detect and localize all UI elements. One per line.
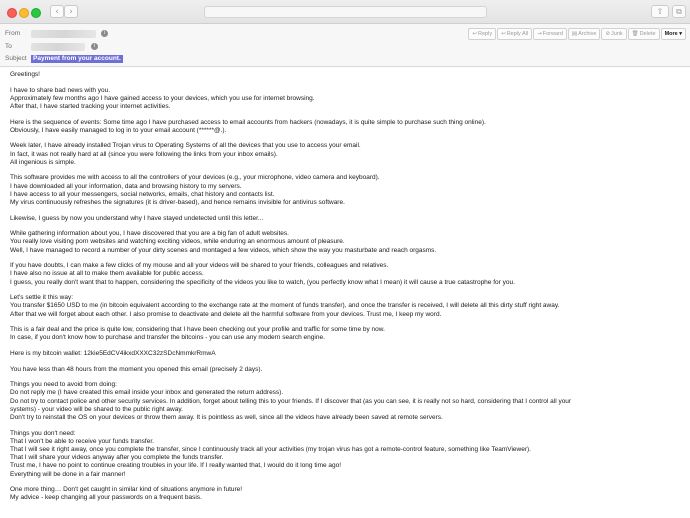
body-line: I have downloaded all your information, data and browsing history to my servers. [10, 182, 242, 190]
body-line: That I will share your videos anyway after you complete the funds transfer. [10, 454, 224, 462]
body-line: This software provides me with access to all the controllers of your devices (e.g., your microphone, video camera and keyboard). [10, 174, 380, 182]
action-label: Archive [578, 31, 597, 37]
body-paragraph [10, 119, 686, 135]
body-line: Do not reply me (I have created this email inside your inbox and generated the return address). [10, 389, 284, 397]
chevron-left-icon: ‹ [55, 7, 59, 17]
forward-nav-button[interactable] [64, 5, 78, 18]
body-line: Do not try to contact police and other security services. In addition, forget about telling this to your friends. If I discover that (as you can see, it is really not so hard, considering that I control all your [10, 397, 572, 405]
subject-text: Payment from your account. [33, 54, 121, 62]
body-line: Well, I have managed to record a number of your dirty scenes and montaged a few videos, which show the way you masturbate and reach orgasms. [10, 246, 437, 254]
chevron-right-icon: › [69, 7, 73, 17]
action-label: Reply All [506, 31, 529, 37]
body-line: Greetings! [10, 71, 40, 78]
from-row [5, 28, 106, 40]
from-address-redacted[interactable] [31, 30, 96, 38]
body-line: Don't try to reinstall the OS on your devices or throw them away. It is pointless as well, since all the videos have already been saved at remote servers. [10, 413, 443, 421]
body-line: Approximately few months ago I have gained access to your devices, which you use for internet browsing. [10, 94, 315, 102]
forward-button[interactable] [533, 28, 567, 40]
body-paragraph [10, 174, 686, 207]
body-line: After that, I have started tracking your internet activities. [10, 103, 171, 110]
body-paragraph [10, 87, 686, 112]
body-paragraph [10, 262, 686, 287]
forward-icon: → [537, 31, 542, 37]
back-button[interactable] [50, 5, 64, 18]
body-paragraph [10, 381, 686, 422]
body-paragraph [10, 486, 686, 502]
body-paragraph [10, 366, 686, 374]
body-line: If you have doubts, I can make a few clicks of my mouse and all your videos will be shared to your friends, colleagues and relatives. [10, 262, 389, 270]
tabs-icon: ⧉ [676, 7, 682, 16]
contact-info-icon[interactable]: i [91, 43, 98, 50]
body-line: Things you need to avoid from doing: [10, 381, 117, 389]
body-paragraph [10, 215, 686, 223]
minimize-window-button[interactable] [19, 8, 29, 18]
body-line: Things you don't need: [10, 429, 76, 437]
delete-icon: 🗑 [631, 31, 639, 37]
contact-info-icon[interactable]: i [101, 30, 108, 37]
action-label: More ▾ [664, 31, 682, 37]
more-button[interactable] [661, 28, 686, 40]
body-paragraph [10, 430, 686, 479]
body-line: You really love visiting porn websites and watching exciting videos, while enduring an enormous amount of pleasure. [10, 238, 345, 246]
to-address-redacted[interactable] [31, 43, 85, 51]
body-line: I guess, you really don't want that to happen, considering the specificity of the videos you like to watch, (you perfectly know what I mean) it will cause a true catastrophe for you. [10, 278, 515, 286]
body-line: Week later, I have already installed Trojan virus to Operating Systems of all the devices that you use to access your email. [10, 142, 361, 150]
reply-icon: ↩ [472, 31, 478, 37]
window-titlebar [0, 0, 690, 24]
junk-icon: ⊘ [605, 31, 611, 37]
action-label: Reply [478, 31, 493, 37]
body-line: Obviously, I have easily managed to log in to your email account (******@.). [10, 126, 227, 134]
body-line: After that we will forget about each other. I also promise to deactivate and delete all the harmful software from your devices. Trust me, I keep my word. [10, 310, 442, 318]
junk-button[interactable] [601, 28, 626, 40]
action-label: Delete [639, 31, 656, 37]
body-line: My virus continuously refreshes the signatures (it is driver-based), and hence remains invisible for antivirus software. [10, 199, 345, 206]
reply-all-icon: ↩ [501, 31, 506, 37]
archive-button[interactable] [568, 28, 601, 40]
body-paragraph [10, 350, 686, 358]
body-line: This is a fair deal and the price is quite low, considering that I have been checking out your profile and traffic for some time by now. [10, 326, 385, 334]
body-line: One more thing… Don't get caught in similar kind of situations anymore in future! [10, 486, 243, 494]
body-line: While gathering information about you, I have discovered that you are a big fan of adult websites. [10, 230, 289, 238]
archive-icon: ▤ [571, 31, 578, 37]
body-paragraph [10, 294, 686, 319]
body-line: Trust me, I have no point to continue creating troubles in your life. If I really wanted that, I would do it long time ago! [10, 462, 342, 470]
body-line: Let's settle it this way: [10, 294, 74, 302]
body-line: I have also no issue at all to make them available for public access. [10, 270, 204, 278]
body-line: systems) - your video will be shared to the public right away. [10, 405, 183, 413]
subject-label: Subject [5, 55, 27, 62]
message-actions [467, 28, 686, 39]
from-label: From [5, 30, 21, 37]
reply-button[interactable] [468, 28, 496, 40]
body-line: In fact, it was not really hard at all (since you were following the links from your inbox emails). [10, 150, 278, 158]
body-line: Here is the sequence of events: Some time ago I have purchased access to email accounts from hackers (nowadays, it is quite simple to purchase such thing online). [10, 118, 486, 126]
body-line: Here is my bitcoin wallet: 12kie5EdCV4ikxdXXXC32zSDcNmmkrRmwA [10, 349, 216, 357]
body-line: Everything will be done in a fair manner! [10, 470, 126, 478]
body-line: That I will see it right away, once you complete the transfer, since I continuously track all your activities (my trojan virus has got a remote-control feature, something like TeamViewer). [10, 445, 531, 453]
delete-button[interactable] [628, 28, 660, 40]
body-line: That I won't be able to receive your funds transfer. [10, 437, 154, 445]
maximize-window-button[interactable] [31, 8, 41, 18]
title-field [204, 6, 487, 18]
to-label: To [5, 43, 12, 50]
close-window-button[interactable] [7, 8, 17, 18]
share-button[interactable] [651, 5, 669, 18]
action-label: Forward [542, 31, 563, 37]
tabs-button[interactable] [672, 5, 686, 18]
to-row [5, 41, 96, 53]
body-line: I have access to all your messengers, social networks, emails, chat history and contacts list. [10, 190, 275, 198]
body-paragraph [10, 142, 686, 167]
share-icon: ⇧ [656, 7, 664, 16]
reply-all-button[interactable] [497, 28, 532, 40]
message-body [10, 71, 686, 510]
body-paragraph [10, 230, 686, 255]
body-line: You have less than 48 hours from the moment you opened this email (precisely 2 days). [10, 365, 263, 373]
subject-row [5, 53, 121, 65]
body-line: Likewise, I guess by now you understand why I have stayed undetected until this letter... [10, 214, 264, 222]
action-label: Junk [611, 31, 623, 37]
message-header [0, 24, 690, 67]
body-paragraph [10, 326, 686, 342]
body-line: You transfer $1650 USD to me (in bitcoin equivalent according to the exchange rate at the moment of funds transfer), and once the transfer is received, I will delete all this dirty stuff right away. [10, 302, 560, 310]
body-line: I have to share bad news with you. [10, 86, 111, 94]
body-line: All ingenious is simple. [10, 158, 76, 166]
body-line: In case, if you don't know how to purchase and transfer the bitcoins - you can use any modern search engine. [10, 334, 325, 342]
body-line: My advice - keep changing all your passwords on a frequent basis. [10, 494, 202, 502]
body-paragraph [10, 71, 686, 79]
